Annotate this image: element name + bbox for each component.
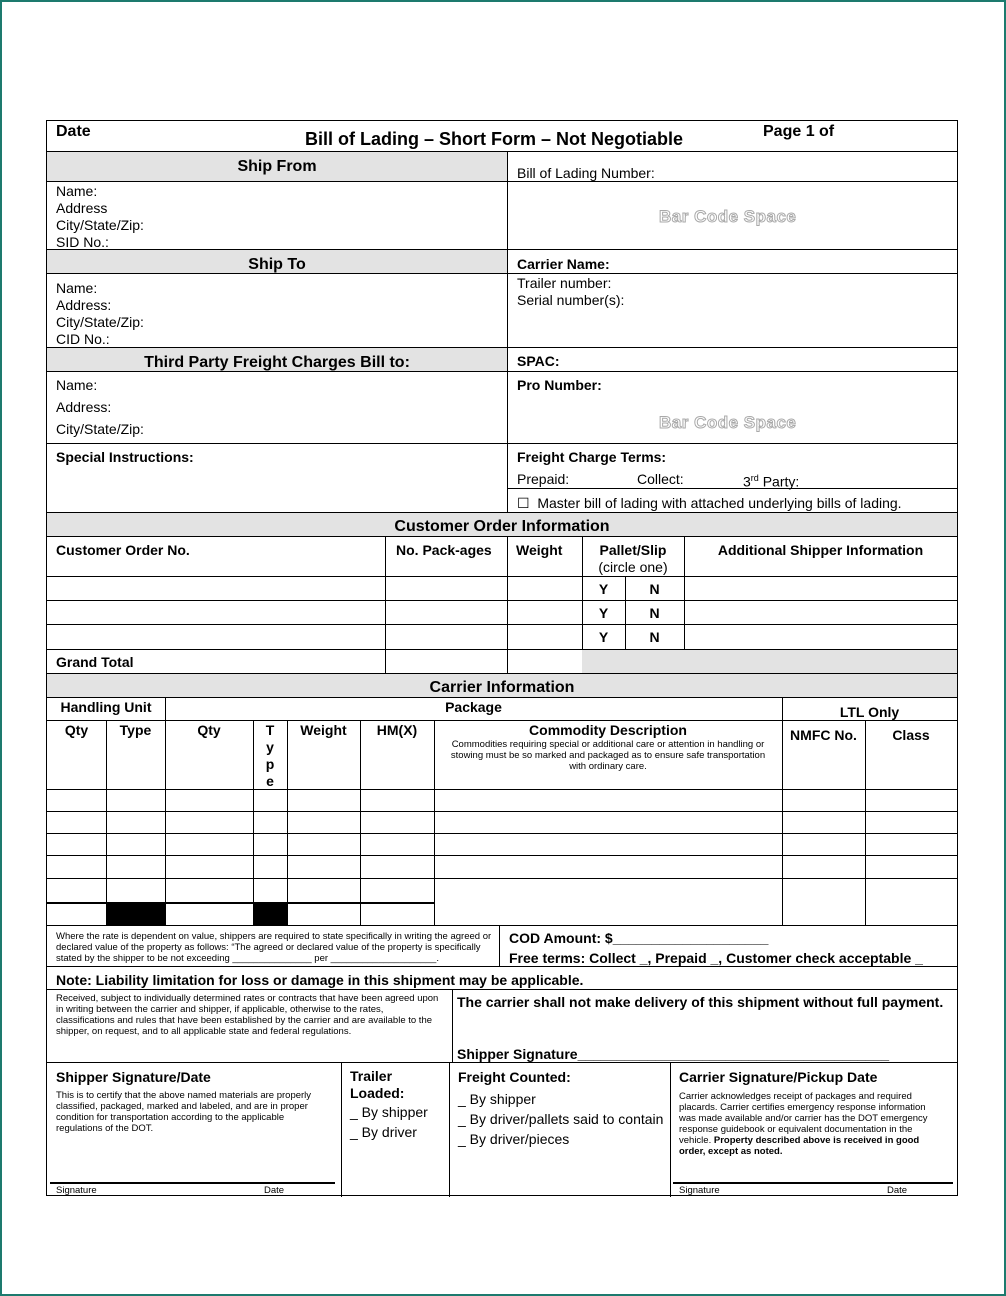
ship-to-address[interactable]: Address: <box>56 297 112 313</box>
carrier-sig-label[interactable]: Signature <box>679 1185 720 1196</box>
col-pallet-sub: (circle one) <box>598 559 668 575</box>
col-pkg-qty: Qty <box>197 722 221 738</box>
shaded-type-cell <box>107 902 165 925</box>
serial-number-label[interactable]: Serial number(s): <box>517 292 625 308</box>
rate-note: Where the rate is dependent on value, shippers are required to state specifically in writing the agreed or declared value of the property as follows: “The agreed or declared value of the property is specifically stated by the shipper to be not exceeding _______________ per ____________________. <box>56 931 492 964</box>
counted-by-driver-pallets[interactable]: _ By driver/pallets said to contain <box>458 1111 664 1127</box>
ship-to-name[interactable]: Name: <box>56 280 98 296</box>
carrier-date-label[interactable]: Date <box>887 1185 908 1196</box>
shipper-sig-date-heading: Shipper Signature/Date <box>56 1069 211 1085</box>
received-text: Received, subject to individually determined rates or contracts that have been agreed upon in writing between the carrier and shipper, if applicable, otherwise to the rates, classifications and rules that have been established by the carrier and are available to the shipper, on request, and to all applicable state and federal regulations. <box>56 993 439 1037</box>
freight-terms-label: Freight Charge Terms: <box>517 449 667 465</box>
row1-no[interactable]: N <box>649 581 660 597</box>
collect-option[interactable]: Collect: <box>637 471 684 487</box>
carrier-name-label[interactable]: Carrier Name: <box>517 256 610 272</box>
col-nmfc: NMFC No. <box>790 727 857 743</box>
col-pallet-slip: Pallet/Slip <box>599 542 667 558</box>
master-bol-checkbox[interactable]: ☐ Master bill of lading with attached underlying bills of lading. <box>517 495 902 511</box>
ship-to-cid[interactable]: CID No.: <box>56 331 110 347</box>
ship-from-city[interactable]: City/State/Zip: <box>56 217 144 233</box>
shipper-certify-text: This is to certify that the above named materials are properly classified, packaged, marked and labeled, and are in proper condition for transportation according to the applicable regulations of the DOT. <box>56 1090 312 1134</box>
grand-total-shaded <box>582 649 957 673</box>
ship-to-city[interactable]: City/State/Zip: <box>56 314 144 330</box>
bol-number-label[interactable]: Bill of Lading Number: <box>517 165 655 181</box>
carrier-info-heading: Carrier Information <box>429 679 575 696</box>
row3-no[interactable]: N <box>649 629 660 645</box>
trailer-by-driver[interactable]: _ By driver <box>350 1124 417 1140</box>
row3-yes[interactable]: Y <box>598 629 609 645</box>
cod-amount-label[interactable]: COD Amount: $____________________ <box>509 930 769 946</box>
grand-total-label: Grand Total <box>56 654 134 670</box>
col-hm: HM(X) <box>376 722 418 738</box>
ship-from-name[interactable]: Name: <box>56 183 98 199</box>
special-instructions-label[interactable]: Special Instructions: <box>56 449 194 465</box>
trailer-number-label[interactable]: Trailer number: <box>517 275 612 291</box>
package-heading: Package <box>445 699 502 715</box>
prepaid-option[interactable]: Prepaid: <box>517 471 570 487</box>
col-hu-type: Type <box>119 722 152 738</box>
customer-order-heading: Customer Order Information <box>394 518 610 535</box>
col-additional-info: Additional Shipper Information <box>717 542 924 558</box>
row2-no[interactable]: N <box>649 605 660 621</box>
liability-note: Note: Liability limitation for loss or damage in this shipment may be applicable. <box>56 972 584 988</box>
col-pkg-type: T y p e <box>265 722 275 789</box>
date-label: Date <box>56 123 91 140</box>
carrier-ack-text: Carrier acknowledges receipt of packages and required placards. Carrier certifies emergency response information was made available and/or carrier has the DOT emergency response guidebook or equivalent documentation in the vehicle. Property described above is received in good order, except as noted. <box>679 1091 928 1157</box>
commodity-note: Commodities requiring special or additional care or attention in handling or stowing must be so marked and packaged as to ensure safe transportation with ordinary care. <box>450 739 766 772</box>
page-label: Page 1 of <box>763 123 835 140</box>
shipper-sig-label[interactable]: Signature <box>56 1185 97 1196</box>
col-hu-qty: Qty <box>64 722 89 738</box>
third-party-heading: Third Party Freight Charges Bill to: <box>144 354 410 371</box>
pro-number-label[interactable]: Pro Number: <box>517 377 602 393</box>
bill-of-lading-form <box>46 120 958 1196</box>
third-party-option[interactable]: 3rd Party: <box>743 473 800 490</box>
col-no-packages: No. Pack-ages <box>396 542 492 558</box>
handling-unit-heading: Handling Unit <box>60 699 152 715</box>
col-customer-order-no: Customer Order No. <box>56 542 190 558</box>
spac-label[interactable]: SPAC: <box>517 353 560 369</box>
third-party-city[interactable]: City/State/Zip: <box>56 421 144 437</box>
ship-from-sid[interactable]: SID No.: <box>56 234 109 250</box>
ltl-only-heading: LTL Only <box>839 704 900 720</box>
trailer-loaded-heading: Trailer Loaded: <box>350 1068 405 1101</box>
bol-barcode-space: Bar Code Space <box>659 207 797 226</box>
third-party-address[interactable]: Address: <box>56 399 112 415</box>
form-title: Bill of Lading – Short Form – Not Negotiable <box>305 129 684 149</box>
col-commodity: Commodity Description <box>529 722 687 738</box>
ship-to-heading: Ship To <box>248 256 306 273</box>
freight-counted-heading: Freight Counted: <box>458 1069 571 1085</box>
col-class: Class <box>892 727 930 743</box>
shipper-date-label[interactable]: Date <box>264 1185 285 1196</box>
row2-yes[interactable]: Y <box>598 605 609 621</box>
trailer-by-shipper[interactable]: _ By shipper <box>350 1104 428 1120</box>
checkbox-icon[interactable]: ☐ <box>517 495 530 511</box>
ship-from-address[interactable]: Address <box>56 200 108 216</box>
shipper-signature-line[interactable]: Shipper Signature________________________________________ <box>457 1046 890 1062</box>
pro-barcode-space: Bar Code Space <box>659 413 797 432</box>
ship-from-heading: Ship From <box>237 158 317 175</box>
free-terms-label[interactable]: Free terms: Collect _, Prepaid _, Customer check acceptable _ <box>509 950 923 966</box>
col-weight: Weight <box>516 542 563 558</box>
counted-by-shipper[interactable]: _ By shipper <box>458 1091 536 1107</box>
third-party-name[interactable]: Name: <box>56 377 98 393</box>
col-pkg-weight: Weight <box>300 722 347 738</box>
row1-yes[interactable]: Y <box>598 581 609 597</box>
carrier-sig-heading: Carrier Signature/Pickup Date <box>679 1069 878 1085</box>
shaded-pkg-type-cell <box>254 902 287 925</box>
no-delivery-text: The carrier shall not make delivery of this shipment without full payment. <box>457 994 944 1010</box>
counted-by-driver-pieces[interactable]: _ By driver/pieces <box>458 1131 570 1147</box>
